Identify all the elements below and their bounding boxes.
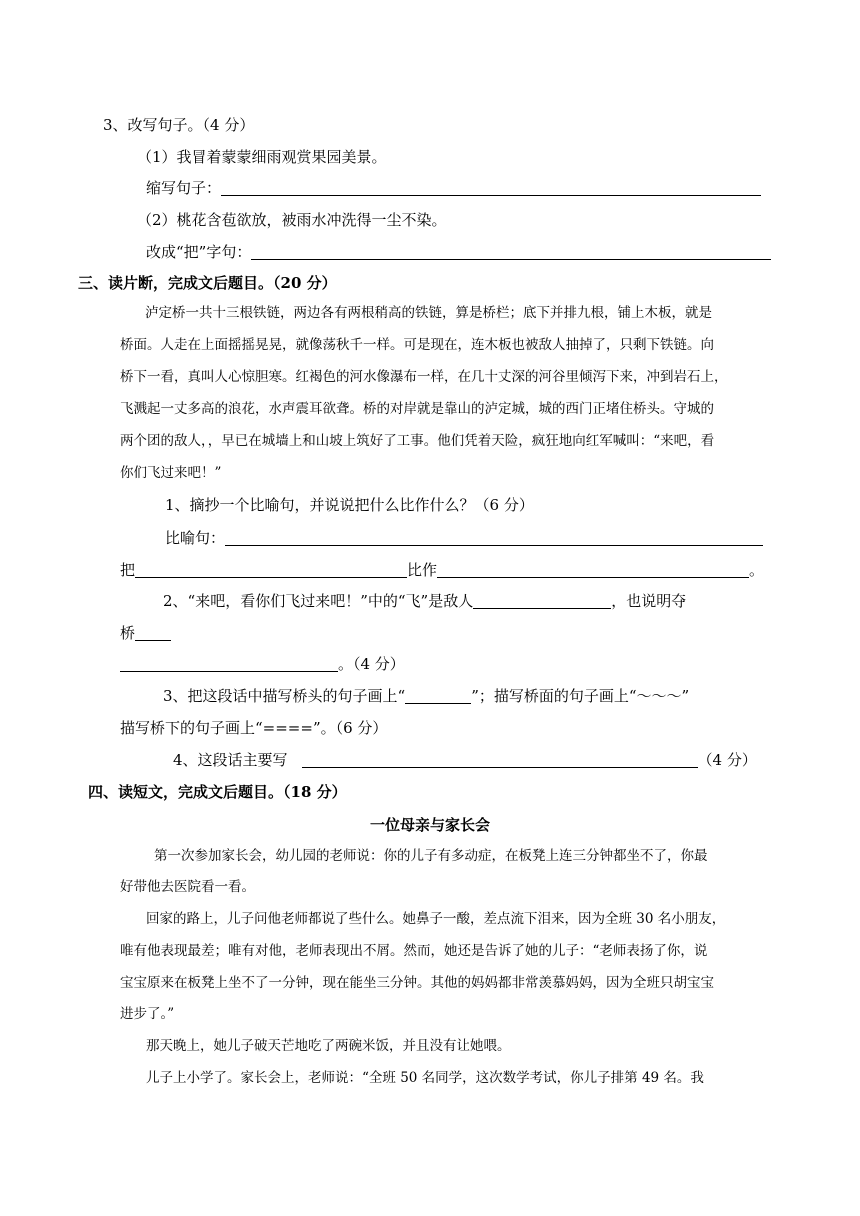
q3-rewrite-heading: 3、改写句子。（4 分）: [103, 116, 255, 134]
answer-blank[interactable]: [251, 245, 771, 260]
article-line: 儿子上小学了。家长会上，老师说：“全班 50 名同学，这次数学考试，你儿子排第 49 名。我: [146, 1070, 704, 1086]
answer-blank[interactable]: [302, 753, 698, 768]
s3-q1-bizuo-label: 比作: [407, 561, 438, 579]
answer-blank[interactable]: [135, 626, 171, 641]
answer-blank[interactable]: [221, 181, 761, 196]
article-line: 好带他去医院看一看。: [120, 879, 255, 895]
passage-line: 你们飞过来吧！”: [120, 465, 222, 481]
q3-rewrite-item1-prompt: 缩写句子：: [146, 179, 222, 197]
s3-q1-ba-label: 把: [120, 561, 136, 579]
article-line: 唯有他表现最差；唯有对他，老师表现出不屑。然而，她还是告诉了她的儿子：“老师表扬了你，说: [120, 943, 708, 959]
q3-rewrite-item1-answer: [146, 178, 761, 198]
s3-q4-text-b: （4 分）: [697, 751, 757, 769]
q3-rewrite-item2-prompt: 改成“把”字句：: [146, 243, 252, 261]
passage-line: 飞溅起一丈多高的浪花，水声震耳欲聋。桥的对岸就是靠山的泸定城，城的西门正堵住桥头。守城的: [120, 401, 714, 417]
s3-q3-continued: 描写桥下的句子画上“====”。（6 分）: [120, 719, 388, 737]
s3-q1-simile-prompt: 比喻句：: [165, 529, 226, 547]
passage-line: 泸定桥一共十三根铁链，两边各有两根稍高的铁链，算是桥栏；底下并排九根，铺上木板，就是: [145, 305, 712, 321]
answer-blank: [405, 689, 471, 704]
article-line: 那天晚上，她儿子破天芒地吃了两碗米饭，并且没有让她喂。: [146, 1038, 511, 1054]
s3-q1-end: 。: [749, 561, 765, 579]
s3-question-3: [163, 686, 689, 706]
answer-blank[interactable]: [473, 594, 611, 609]
answer-blank[interactable]: [135, 563, 407, 578]
s3-q3-text-b: ”；描写桥面的句子画上“～～～”: [471, 687, 690, 705]
article-line: 回家的路上，儿子问他老师都说了些什么。她鼻子一酸，差点流下泪来，因为全班 30 名小朋友，: [146, 911, 726, 927]
passage-line: 桥面。人走在上面摇摇晃晃，就像荡秋千一样。可是现在，连木板也被敌人抽掉了，只剩下铁链。向: [120, 337, 714, 353]
s3-q4-text-a: 4、这段话主要写: [173, 751, 288, 769]
s3-question-1: 1、摘抄一个比喻句，并说说把什么比作什么？（6 分）: [165, 496, 534, 514]
s3-question-4: [173, 750, 757, 770]
article-line: 宝宝原来在板凳上坐不了一分钟，现在能坐三分钟。其他的妈妈都非常羡慕妈妈，因为全班只胡宝宝: [120, 975, 714, 991]
answer-blank[interactable]: [120, 657, 338, 672]
article-line: 进步了。”: [120, 1006, 175, 1022]
answer-blank[interactable]: [437, 563, 749, 578]
s3-q2-text-c: 桥: [120, 624, 136, 642]
s3-q1-comparison-answer: [120, 560, 764, 580]
passage-line: 桥下一看，真叫人心惊胆寒。红褐色的河水像瀑布一样，在几十丈深的河谷里倾泻下来，冲到岩石上，: [120, 369, 728, 385]
s3-q3-text-a: 3、把这段话中描写桥头的句子画上“: [163, 687, 406, 705]
s3-q1-simile-answer: [165, 528, 763, 548]
section3-heading: 三、读片断，完成文后题目。（20 分）: [78, 274, 337, 292]
q3-rewrite-item1: （1）我冒着蒙蒙细雨观赏果园美景。: [137, 148, 387, 166]
s3-q2-text-d: 。（4 分）: [338, 655, 405, 673]
section4-heading: 四、读短文，完成文后题目。（18 分）: [88, 783, 347, 801]
passage-line: 两个团的敌人，，早已在城墙上和山坡上筑好了工事。他们凭着天险，疯狂地向红军喊叫：“来吧，看: [120, 433, 715, 449]
s3-q2-continued: [120, 623, 171, 643]
article-title: 一位母亲与家长会: [369, 816, 490, 834]
s3-q2-text-b: ，也说明夺: [611, 592, 687, 610]
s3-question-2: [163, 591, 686, 611]
article-line: 第一次参加家长会，幼儿园的老师说：你的儿子有多动症，在板凳上连三分钟都坐不了，你最: [154, 848, 708, 864]
answer-blank[interactable]: [225, 531, 763, 546]
s3-q2-answer-line: [120, 654, 405, 674]
q3-rewrite-item2-answer: [146, 242, 771, 262]
q3-rewrite-item2: （2）桃花含苞欲放，被雨水冲洗得一尘不染。: [137, 211, 447, 229]
s3-q2-text-a: 2、“来吧，看你们飞过来吧！”中的“飞”是敌人: [163, 592, 474, 610]
